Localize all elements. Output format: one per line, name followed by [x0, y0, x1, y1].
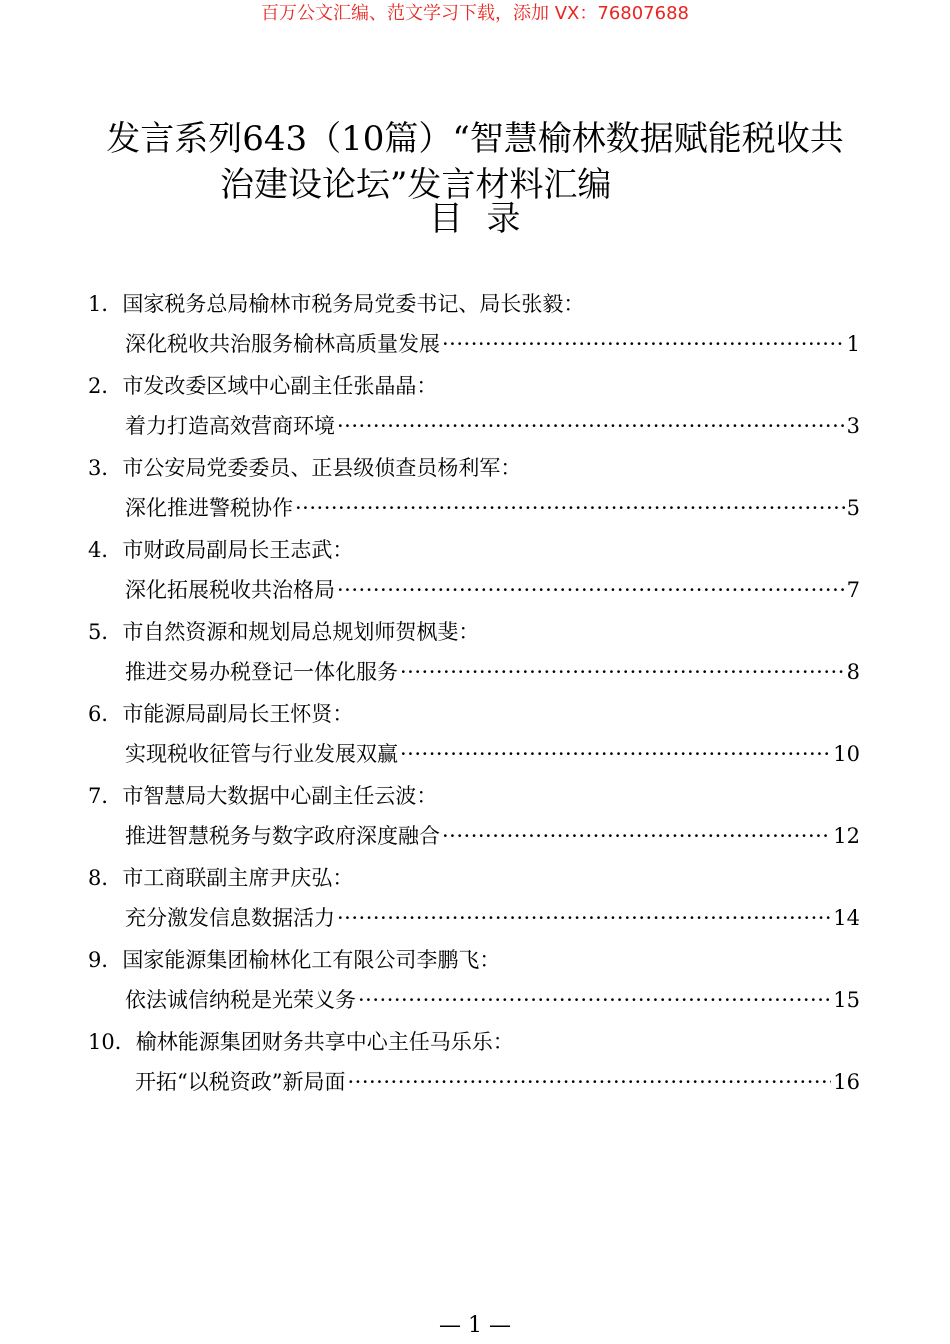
toc-page-number: 14: [833, 906, 860, 930]
dot-leader: [337, 406, 845, 446]
toc-entry-title: 深化推进警税协作: [125, 496, 293, 520]
toc-entry-4[interactable]: [88, 530, 860, 612]
toc-entry-speaker: 3．市公安局党委委员、正县级侦查员杨利军：: [88, 456, 522, 480]
toc-entry-title-line: [88, 898, 860, 938]
dot-leader: [295, 488, 845, 528]
toc-entry-title: 依法诚信纳税是光荣义务: [125, 988, 356, 1012]
toc-entry-title-line: [88, 652, 860, 692]
toc-entry-title-line: [88, 980, 860, 1020]
dot-leader: [400, 652, 845, 692]
toc-entry-7[interactable]: [88, 776, 860, 858]
document-title: [40, 116, 910, 208]
dot-leader: [442, 324, 845, 364]
toc-entry-1[interactable]: [88, 284, 860, 366]
table-of-contents: [88, 284, 860, 1104]
toc-page-number: 15: [833, 988, 860, 1012]
toc-entry-6[interactable]: [88, 694, 860, 776]
dot-leader: [337, 898, 831, 938]
title-line-1: 发言系列643（10篇）“智慧榆林数据赋能税收共: [106, 119, 844, 159]
toc-page-number: 10: [833, 742, 860, 766]
toc-entry-speaker: 8．市工商联副主席尹庆弘：: [88, 866, 354, 890]
toc-entry-speaker: 2．市发改委区域中心副主任张晶晶：: [88, 374, 438, 398]
dot-leader: [400, 734, 831, 774]
toc-entry-8[interactable]: [88, 858, 860, 940]
toc-page-number: 5: [846, 496, 860, 520]
toc-entry-title-line: [88, 570, 860, 610]
toc-entry-2[interactable]: [88, 366, 860, 448]
toc-entry-title-line: [88, 406, 860, 446]
dot-leader: [442, 816, 831, 856]
toc-entry-speaker: 1．国家税务总局榆林市税务局党委书记、局长张毅：: [88, 292, 585, 316]
dot-leader: [358, 980, 831, 1020]
toc-entry-9[interactable]: [88, 940, 860, 1022]
toc-page-number: 16: [833, 1070, 860, 1094]
toc-page-number: 8: [846, 660, 860, 684]
toc-entry-speaker: 9．国家能源集团榆林化工有限公司李鹏飞：: [88, 948, 501, 972]
toc-entry-title-line: [88, 488, 860, 528]
toc-entry-title: 着力打造高效营商环境: [125, 414, 335, 438]
toc-entry-speaker: 10．榆林能源集团财务共享中心主任马乐乐：: [88, 1030, 514, 1054]
title-line-2: 治建设论坛”发言材料汇编: [220, 165, 612, 205]
watermark-banner: 百万公文汇编、范文学习下载，添加 VX：76807688: [261, 3, 689, 24]
toc-entry-speaker: 4．市财政局副局长王志武：: [88, 538, 354, 562]
toc-entry-3[interactable]: [88, 448, 860, 530]
toc-entry-5[interactable]: [88, 612, 860, 694]
toc-entry-title: 开拓“以税资政”新局面: [135, 1070, 346, 1094]
toc-entry-10[interactable]: [88, 1022, 860, 1104]
toc-page-number: 3: [846, 414, 860, 438]
toc-entry-title: 充分激发信息数据活力: [125, 906, 335, 930]
toc-page-number: 7: [846, 578, 860, 602]
toc-entry-title-line: [88, 1062, 860, 1102]
toc-entry-title: 推进智慧税务与数字政府深度融合: [125, 824, 440, 848]
toc-entry-title-line: [88, 734, 860, 774]
toc-entry-title: 深化拓展税收共治格局: [125, 578, 335, 602]
toc-entry-title-line: [88, 324, 860, 364]
toc-entry-speaker: 5．市自然资源和规划局总规划师贺枫斐：: [88, 620, 480, 644]
page-number-footer: — 1 —: [439, 1313, 511, 1338]
toc-entry-speaker: 7．市智慧局大数据中心副主任云波：: [88, 784, 438, 808]
toc-entry-title: 实现税收征管与行业发展双赢: [125, 742, 398, 766]
toc-heading: 目 录: [428, 199, 522, 239]
toc-page-number: 12: [833, 824, 860, 848]
toc-page-number: 1: [846, 332, 860, 356]
toc-entry-speaker: 6．市能源局副局长王怀贤：: [88, 702, 354, 726]
toc-entry-title: 深化税收共治服务榆林高质量发展: [125, 332, 440, 356]
dot-leader: [347, 1062, 831, 1102]
toc-entry-title-line: [88, 816, 860, 856]
toc-entry-title: 推进交易办税登记一体化服务: [125, 660, 398, 684]
dot-leader: [337, 570, 845, 610]
